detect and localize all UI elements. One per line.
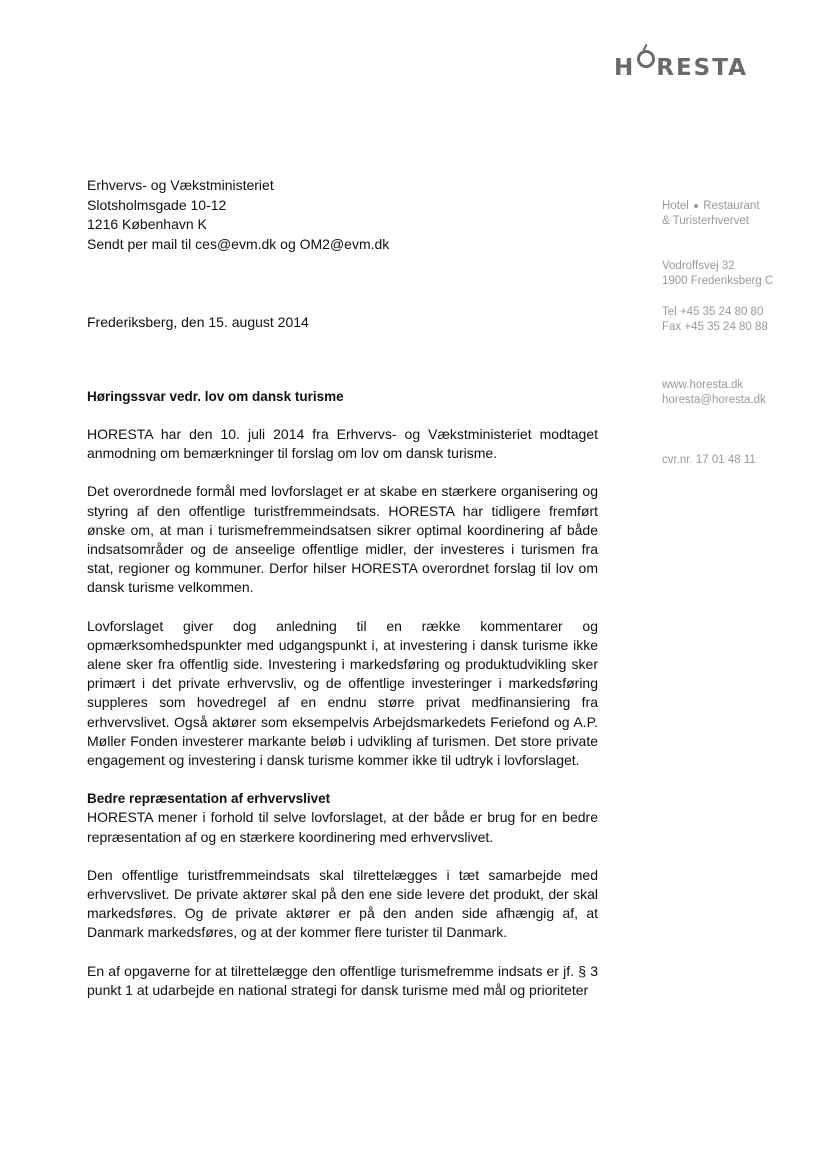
sidebar-phone xyxy=(662,305,768,335)
sidebar-online xyxy=(662,378,766,408)
sidebar-city: 1900 Frederiksberg C xyxy=(662,275,774,287)
sidebar-web: www.horesta.dk xyxy=(662,379,744,391)
sidebar-org xyxy=(662,199,760,229)
sidebar-restaurant: Restaurant xyxy=(703,200,760,212)
logo-o-icon xyxy=(637,50,655,68)
sidebar-fax: Fax +45 35 24 80 88 xyxy=(662,321,768,333)
section-heading: Bedre repræsentation af erhvervslivet xyxy=(87,791,331,807)
bullet-icon xyxy=(694,204,698,208)
paragraph-4: HORESTA mener i forhold til selve lovforslaget, at der både er brug for en bedre repræsentation af og en stærkere koordinering med erhvervslivet. xyxy=(87,809,598,845)
paragraph-1: HORESTA har den 10. juli 2014 fra Erhvervs- og Vækstministeriet modtaget anmodning om bemærkninger til forslag om lov om dansk turisme. xyxy=(87,426,598,462)
sidebar-email: horesta@horesta.dk xyxy=(662,394,766,406)
sidebar-street: Vodroffsvej 32 xyxy=(662,260,735,272)
logo-rest: RESTA xyxy=(656,55,748,81)
letter-body xyxy=(87,425,598,1000)
horesta-logo xyxy=(614,55,748,81)
recipient-address xyxy=(87,176,389,254)
letter-date: Frederiksberg, den 15. august 2014 xyxy=(87,314,309,330)
sidebar-tourism: & Turisterhvervet xyxy=(662,215,749,227)
sidebar-postal xyxy=(662,259,773,289)
sidebar-tel: Tel +45 35 24 80 80 xyxy=(662,306,764,318)
logo-h: H xyxy=(614,55,636,81)
sidebar-cvr: cvr.nr. 17 01 48 11 xyxy=(662,454,756,466)
sidebar-hotel: Hotel xyxy=(662,200,689,212)
paragraph-2: Det overordnede formål med lovforslaget er at skabe en stærkere organisering og styring af den offentlige turistfremmeindsats. HORESTA har tidligere fremført ønske om, at man i turismefremmeindsatsen sikrer optimal koordinering af både indsatsområder og de anseelige offentlige midler, der investeres i turismen fra stat, regioner og kommuner. Derfor hilser HORESTA overordnet forslag til lov om dansk turisme velkommen. xyxy=(87,483,598,596)
paragraph-3: Lovforslaget giver dog anledning til en række kommentarer og opmærksomhedspunkter med udgangspunkt i, at investering i dansk turisme ikke alene sker fra offentlig side. Investering i markedsføring og produktudvikling sker primært i det private erhvervsliv, og de offentlige investeringer i markedsføring suppleres som hovedregel af en endnu større privat medfinansiering fra erhvervslivet. Også aktører som eksempelvis Arbejdsmarkedets Feriefond og A.P. Møller Fonden investerer markante beløb i udvikling af turismen. Det store private engagement og investering i dansk turisme kommer ikke til udtryk i lovforslaget. xyxy=(87,617,598,769)
address-line-2: Slotsholmsgade 10-12 xyxy=(87,196,227,213)
paragraph-5: Den offentlige turistfremmeindsats skal tilrettelægges i tæt samarbejde med erhvervslivet. De private aktører skal på den ene side levere det produkt, der skal markedsføres. Og de private aktører er på den anden side afhængig af, at Danmark markedsføres, og at der kommer flere turister til Danmark. xyxy=(87,866,598,941)
address-line-1: Erhvervs- og Vækstministeriet xyxy=(87,177,274,193)
address-line-4: Sendt per mail til ces@evm.dk og OM2@evm.dk xyxy=(87,235,390,252)
sidebar-hotel-restaurant xyxy=(662,199,760,214)
paragraph-6: En af opgaverne for at tilrettelægge den offentlige turismefremme indsats er jf. § 3 punkt 1 at udarbejde en national strategi for dansk turisme med mål og prioriteter xyxy=(87,962,598,998)
address-line-3: 1216 København K xyxy=(87,216,207,232)
letter-subject: Høringssvar vedr. lov om dansk turisme xyxy=(87,389,344,404)
